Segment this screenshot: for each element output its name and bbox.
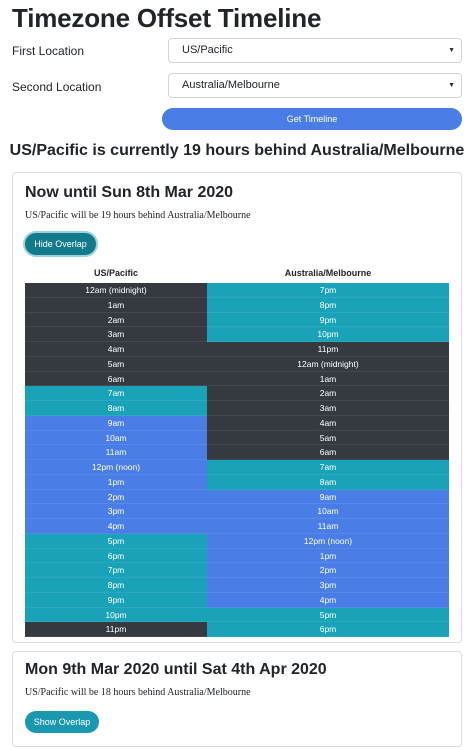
- timeline-cell-right: 12pm (noon): [207, 534, 449, 549]
- timeline-cell-left: 9pm: [25, 593, 207, 608]
- timeline-cell-right: 1pm: [207, 549, 449, 564]
- timeline-row: [25, 283, 449, 298]
- timeline-right-header: Australia/Melbourne: [284, 268, 372, 278]
- timeline-cell-left: 8pm: [25, 578, 207, 593]
- timeline-cell-left: 10pm: [25, 608, 207, 623]
- timeline-cell-left: 5pm: [25, 534, 207, 549]
- timeline-cell-right: 6pm: [207, 622, 449, 637]
- timeline-row: [25, 386, 449, 401]
- second-location-select[interactable]: [168, 73, 462, 98]
- timeline-cell-left: 9am: [25, 416, 207, 431]
- timeline-cell-right: 9pm: [207, 313, 449, 328]
- chevron-down-icon: ▼: [448, 47, 455, 54]
- offset-summary: US/Pacific is currently 19 hours behind Australia/Melbourne: [9, 142, 465, 159]
- timeline-cell-right: 6am: [207, 445, 449, 460]
- timeline-cell-left: 8am: [25, 401, 207, 416]
- timeline-row: [25, 593, 449, 608]
- second-location-label: Second Location: [12, 80, 102, 94]
- timeline-cell-right: 5pm: [207, 608, 449, 623]
- first-location-label: First Location: [12, 44, 85, 58]
- timeline-row: [25, 298, 449, 313]
- timeline-row: [25, 622, 449, 637]
- chevron-down-icon: ▼: [448, 82, 455, 89]
- period-subtitle: US/Pacific will be 18 hours behind Australia/Melbourne: [25, 687, 251, 698]
- period-title: Now until Sun 8th Mar 2020: [25, 184, 234, 201]
- timeline-cell-left: 12pm (noon): [25, 460, 207, 475]
- timeline-cell-right: 10pm: [207, 327, 449, 342]
- timeline-cell-left: 11pm: [25, 622, 207, 637]
- timeline-cell-right: 12am (midnight): [207, 357, 449, 372]
- timeline-cell-right: 2pm: [207, 563, 449, 578]
- timeline-row: [25, 357, 449, 372]
- timeline-cell-left: 12am (midnight): [25, 283, 207, 298]
- period-subtitle: US/Pacific will be 19 hours behind Australia/Melbourne: [25, 210, 251, 221]
- timeline-row: [25, 416, 449, 431]
- timeline-cell-right: 4am: [207, 416, 449, 431]
- page-title: Timezone Offset Timeline: [12, 3, 322, 33]
- timeline-cell-left: 6pm: [25, 549, 207, 564]
- timeline-cell-right: 7am: [207, 460, 449, 475]
- timeline-row: [25, 578, 449, 593]
- timeline-cell-right: 8pm: [207, 298, 449, 313]
- timeline-cell-left: 4pm: [25, 519, 207, 534]
- get-timeline-button[interactable]: Get Timeline: [162, 108, 462, 130]
- timeline-row: [25, 490, 449, 505]
- timeline-row: [25, 460, 449, 475]
- timeline-row: [25, 504, 449, 519]
- timeline-cell-right: 2am: [207, 386, 449, 401]
- first-location-select[interactable]: [168, 38, 462, 63]
- timeline-cell-right: 8am: [207, 475, 449, 490]
- timeline-cell-left: 7am: [25, 386, 207, 401]
- show-overlap-button[interactable]: Show Overlap: [25, 711, 99, 733]
- timeline-row: [25, 519, 449, 534]
- timeline-cell-right: 5am: [207, 431, 449, 446]
- timeline-cell-left: 7pm: [25, 563, 207, 578]
- timeline-row: [25, 608, 449, 623]
- first-location-value: US/Pacific: [182, 44, 233, 56]
- timeline-cell-left: 10am: [25, 431, 207, 446]
- timeline-cell-right: 3am: [207, 401, 449, 416]
- timeline-cell-right: 3pm: [207, 578, 449, 593]
- timeline-cell-right: 9am: [207, 490, 449, 505]
- timeline-row: [25, 313, 449, 328]
- timeline-cell-left: 1pm: [25, 475, 207, 490]
- timeline-row: [25, 445, 449, 460]
- timeline-cell-right: 4pm: [207, 593, 449, 608]
- timeline-table: [25, 283, 449, 637]
- timeline-row: [25, 372, 449, 387]
- timeline-cell-right: 11am: [207, 519, 449, 534]
- timeline-cell-right: 1am: [207, 372, 449, 387]
- timeline-row: [25, 401, 449, 416]
- timeline-cell-right: 7pm: [207, 283, 449, 298]
- timeline-left-header: US/Pacific: [93, 268, 139, 278]
- timeline-cell-left: 2am: [25, 313, 207, 328]
- timeline-cell-right: 10am: [207, 504, 449, 519]
- timeline-cell-left: 3pm: [25, 504, 207, 519]
- timeline-cell-left: 6am: [25, 372, 207, 387]
- timeline-cell-left: 11am: [25, 445, 207, 460]
- timeline-cell-left: 4am: [25, 342, 207, 357]
- timeline-cell-left: 2pm: [25, 490, 207, 505]
- timeline-row: [25, 534, 449, 549]
- timeline-cell-right: 11pm: [207, 342, 449, 357]
- timeline-cell-left: 3am: [25, 327, 207, 342]
- timeline-row: [25, 342, 449, 357]
- timeline-row: [25, 549, 449, 564]
- timeline-row: [25, 475, 449, 490]
- timeline-row: [25, 563, 449, 578]
- timeline-row: [25, 327, 449, 342]
- timeline-cell-left: 1am: [25, 298, 207, 313]
- timeline-cell-left: 5am: [25, 357, 207, 372]
- period-title: Mon 9th Mar 2020 until Sat 4th Apr 2020: [25, 661, 327, 678]
- hide-overlap-button[interactable]: Hide Overlap: [25, 233, 96, 255]
- second-location-value: Australia/Melbourne: [182, 79, 280, 91]
- timeline-row: [25, 431, 449, 446]
